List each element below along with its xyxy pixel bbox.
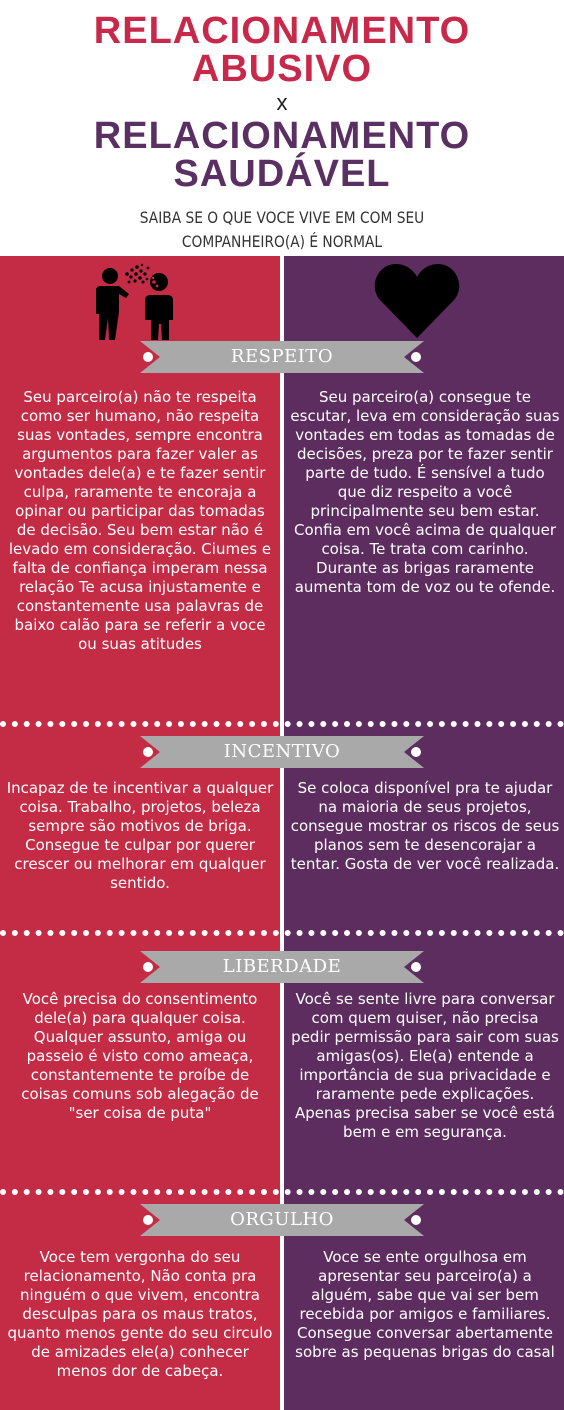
ribbon-incentivo [140,736,424,768]
heart-icon [374,262,460,340]
title-healthy-line1: RELACIONAMENTO [93,115,471,157]
ribbon-dot-left [143,352,153,362]
ribbon-dot-left [143,1215,153,1225]
ribbon-dot-right [411,352,421,362]
ribbon-dot-left [143,962,153,972]
ribbon-dot-right [411,962,421,972]
title-healthy-line2: SAUDÁVEL [173,153,391,195]
section-divider [0,1189,564,1195]
section-title-respeito: RESPEITO [230,346,334,367]
ribbon-dot-right [411,747,421,757]
healthy-text-respeito: Seu parceiro(a) consegue te escutar, leva em consideração suas vontades em todas as tomadas de decisões, preza por te fazer sentir parte de tudo. É sensível a tudo que diz respeito a você principalmente seu bem estar. Confia em você acima de qualquer coisa. Te trata com carinho. Durante as brigas raramente aumenta tom de voz ou te ofende. [290,388,560,596]
abusive-text-incentivo: Incapaz de te incentivar a qualquer coisa. Trabalho, projetos, beleza sempre são motivos de briga. Consegue te culpar por querer crescer ou melhorar em qualquer sentido. [6,779,274,892]
section-divider [0,721,564,727]
healthy-text-incentivo: Se coloca disponível pra te ajudar na maioria de seus projetos, consegue mostrar os riscos de seus planos sem te desencorajar a tentar. Gosta de ver você realizada. [290,779,560,873]
subtitle [39,206,524,254]
abusive-text-liberdade: Você precisa do consentimento dele(a) para qualquer coisa. Qualquer assunto, amiga ou passeio é visto como ameaça, constantemente te proíbe de coisas comuns sob alegação de "ser coisa de puta" [21,990,259,1122]
subtitle-line2: COMPANHEIRO(A) É NORMAL [181,232,383,251]
title-abusive-line1: RELACIONAMENTO [93,10,471,52]
title-abusive-line2: ABUSIVO [191,48,373,90]
ribbon-orgulho [140,1204,424,1236]
ribbon-liberdade [140,951,424,983]
healthy-text-orgulho: Voce se ente orgulhosa em apresentar seu parceiro(a) a alguém, sabe que vai ser bem recebida por amigos e familiares. Consegue conversar abertamente sobre as pequenas brigas do casal [295,1248,555,1361]
section-divider [0,930,564,936]
shouting-people-icon [93,262,177,342]
abusive-text-respeito: Seu parceiro(a) não te respeita como ser humano, não respeita suas vontades, sempre encontra argumentos para fazer valer as vontades dele(a) e te fazer sentir culpa, raramente te encoraja a opinar ou participar das tomadas de decisão. Seu bem estar não é levado em consideração. Ciumes e falta de confiança imperam nessa relação Te acusa injustamente e constantemente usa palavras de baixo calão para se referir a voce ou suas atitudes [8,388,272,653]
abusive-text-orgulho: Voce tem vergonha do seu relacionamento, Não conta pra ninguém o que vivem, encontra desculpas para os maus tratos, quanto menos gente do seu circulo de amizades ele(a) conhecer menos dor de cabeça. [7,1248,273,1380]
section-title-orgulho: ORGULHO [230,1209,334,1230]
healthy-text-liberdade: Você se sente livre para conversar com quem quiser, não precisa pedir permissão para sair com suas amigas(os). Ele(a) entende a importância de sua privacidade e raramente pede explicações. Apenas precisa saber se você está bem e em segurança. [291,990,559,1141]
versus-mark: x [276,90,288,115]
ribbon-dot-left [143,747,153,757]
ribbon-respeito [140,341,424,373]
section-title-liberdade: LIBERDADE [222,956,342,977]
header [0,0,564,256]
section-title-incentivo: INCENTIVO [223,741,341,762]
subtitle-line1: SAIBA SE O QUE VOCE VIVE EM COM SEU [139,208,425,227]
ribbon-dot-right [411,1215,421,1225]
